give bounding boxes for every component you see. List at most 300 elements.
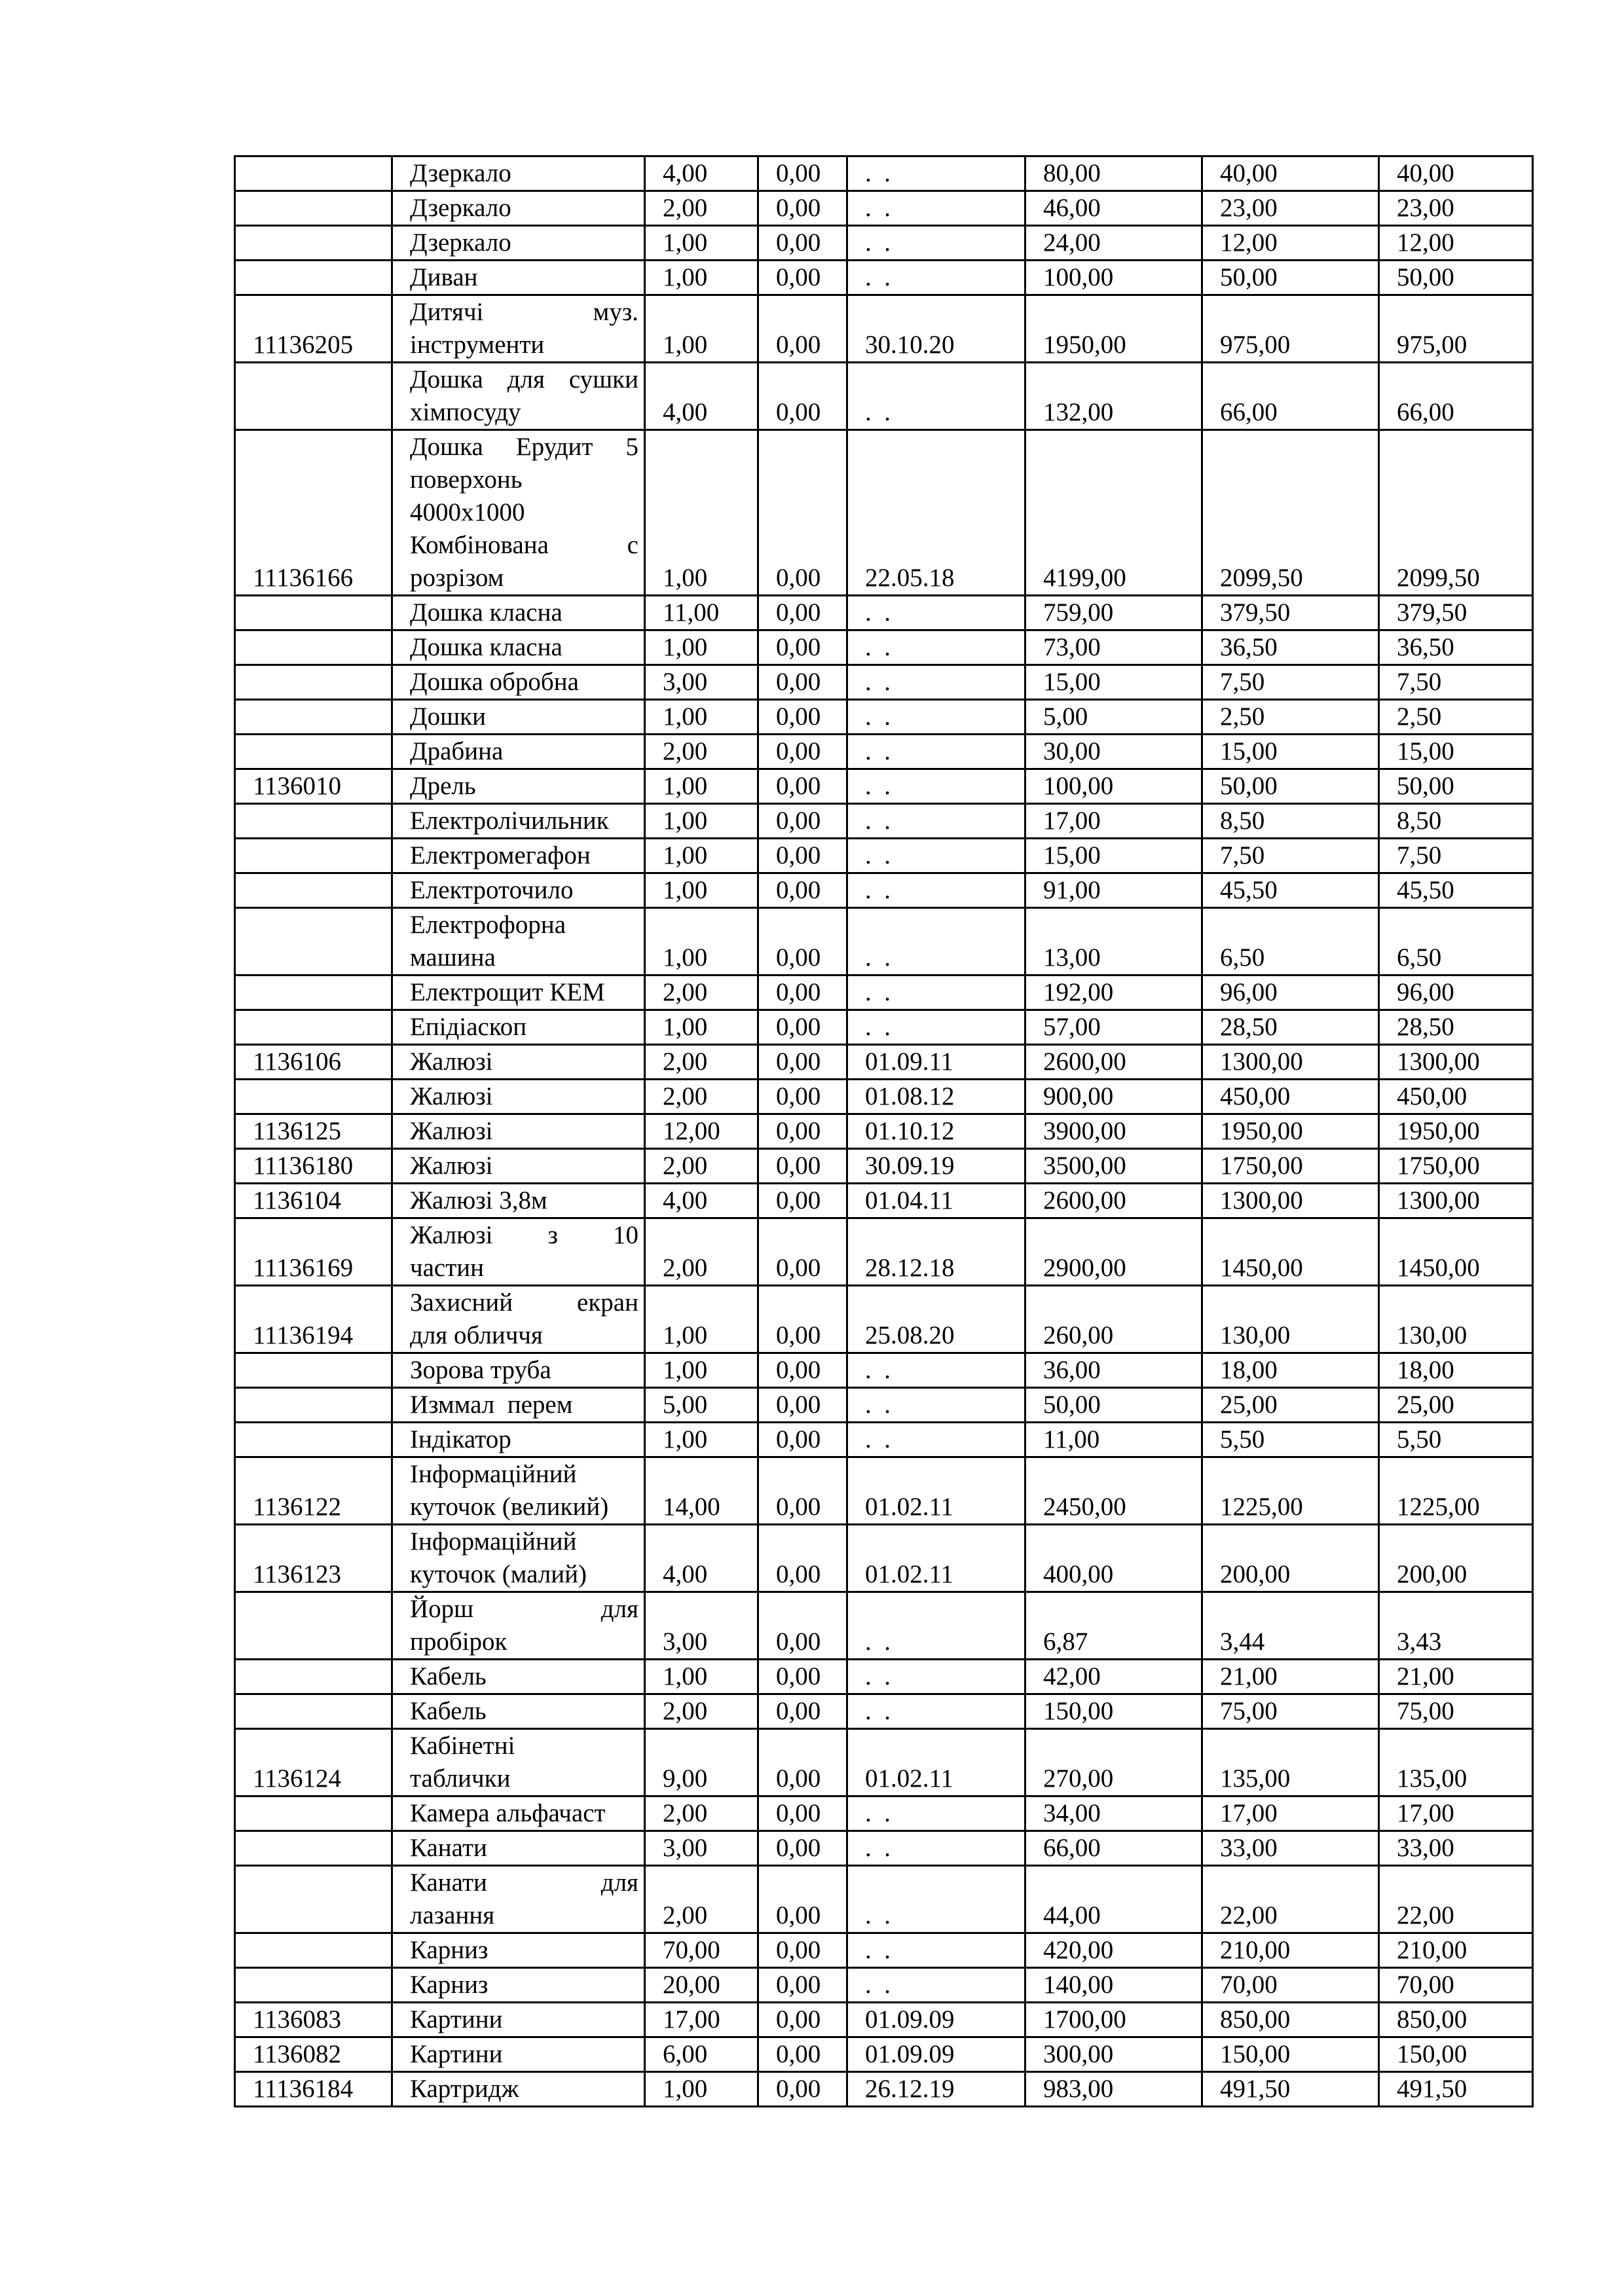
cell-id (235, 1388, 392, 1423)
name-line: Кабінетні (410, 1732, 515, 1760)
name-line: Жалюзі 3,8м (410, 1186, 547, 1214)
cell-zero: 0,00 (758, 1933, 847, 1968)
cell-zero: 0,00 (758, 191, 847, 226)
cell-qty: 11,00 (645, 596, 758, 630)
name-line: Картини (410, 2040, 503, 2068)
name-line: Індікатор (410, 1425, 511, 1453)
table-row (235, 261, 1533, 295)
cell-zero: 0,00 (758, 1149, 847, 1184)
cell-id (235, 700, 392, 735)
cell-total: 11,00 (1025, 1423, 1202, 1457)
cell-name (392, 769, 645, 804)
cell-half2: 18,00 (1379, 1353, 1533, 1388)
cell-half2: 3,43 (1379, 1592, 1533, 1660)
cell-half2: 15,00 (1379, 735, 1533, 769)
cell-zero: 0,00 (758, 1184, 847, 1218)
cell-total: 24,00 (1025, 226, 1202, 261)
cell-date: . . (847, 1968, 1025, 2003)
cell-total: 15,00 (1025, 839, 1202, 873)
cell-qty: 2,00 (645, 1694, 758, 1729)
cell-date: 30.10.20 (847, 295, 1025, 363)
cell-date: 30.09.19 (847, 1149, 1025, 1184)
cell-name (392, 908, 645, 975)
cell-date: . . (847, 1388, 1025, 1423)
cell-name (392, 1933, 645, 1968)
cell-qty: 1,00 (645, 1660, 758, 1694)
cell-zero: 0,00 (758, 1831, 847, 1866)
cell-name (392, 839, 645, 873)
cell-date: . . (847, 156, 1025, 191)
cell-qty: 3,00 (645, 665, 758, 700)
name-line: Драбина (410, 737, 504, 765)
table-row (235, 363, 1533, 430)
cell-half1: 45,50 (1202, 873, 1379, 908)
cell-name (392, 261, 645, 295)
cell-qty: 12,00 (645, 1114, 758, 1149)
cell-total: 192,00 (1025, 975, 1202, 1010)
cell-name (392, 1592, 645, 1660)
cell-qty: 70,00 (645, 1933, 758, 1968)
cell-date: 01.09.11 (847, 1045, 1025, 1080)
cell-zero: 0,00 (758, 1866, 847, 1933)
name-line: Дрель (410, 772, 476, 800)
cell-date: . . (847, 1423, 1025, 1457)
name-line: Дзеркало (410, 228, 511, 257)
cell-half2: 23,00 (1379, 191, 1533, 226)
name-line: Дзеркало (410, 159, 511, 187)
cell-half1: 96,00 (1202, 975, 1379, 1010)
cell-total: 2600,00 (1025, 1184, 1202, 1218)
cell-date: 01.09.09 (847, 2037, 1025, 2072)
cell-half2: 66,00 (1379, 363, 1533, 430)
cell-half2: 1300,00 (1379, 1045, 1533, 1080)
cell-date: . . (847, 804, 1025, 839)
cell-total: 34,00 (1025, 1796, 1202, 1831)
cell-id (235, 1831, 392, 1866)
cell-total: 66,00 (1025, 1831, 1202, 1866)
cell-total: 4199,00 (1025, 430, 1202, 596)
cell-qty: 1,00 (645, 839, 758, 873)
cell-qty: 2,00 (645, 1045, 758, 1080)
cell-name (392, 1114, 645, 1149)
cell-name (392, 1353, 645, 1388)
cell-date: . . (847, 1831, 1025, 1866)
name-line: Жалюзі (410, 1048, 493, 1076)
name-line: пробірок (410, 1628, 507, 1656)
cell-date: 22.05.18 (847, 430, 1025, 596)
name-line: Карниз (410, 1936, 489, 1964)
cell-half1: 5,50 (1202, 1423, 1379, 1457)
cell-name (392, 630, 645, 665)
name-line: частин (410, 1254, 485, 1282)
cell-half2: 1300,00 (1379, 1184, 1533, 1218)
cell-qty: 1,00 (645, 630, 758, 665)
cell-id (235, 735, 392, 769)
name-line: Дошка класна (410, 633, 563, 661)
cell-zero: 0,00 (758, 363, 847, 430)
cell-zero: 0,00 (758, 1286, 847, 1353)
cell-half1: 33,00 (1202, 1831, 1379, 1866)
cell-date: . . (847, 975, 1025, 1010)
cell-zero: 0,00 (758, 769, 847, 804)
cell-name (392, 1080, 645, 1114)
name-line: Жалюзі (410, 1082, 493, 1110)
cell-qty: 2,00 (645, 1866, 758, 1933)
cell-zero: 0,00 (758, 295, 847, 363)
name-line: Інформаційний (410, 1527, 577, 1556)
name-line: Канати для (410, 1868, 638, 1897)
table-row (235, 839, 1533, 873)
cell-name (392, 735, 645, 769)
cell-id: 11136184 (235, 2072, 392, 2107)
cell-date: . . (847, 630, 1025, 665)
cell-half2: 70,00 (1379, 1968, 1533, 2003)
cell-zero: 0,00 (758, 1592, 847, 1660)
cell-name (392, 1184, 645, 1218)
cell-total: 400,00 (1025, 1525, 1202, 1592)
cell-name (392, 1796, 645, 1831)
cell-half1: 36,50 (1202, 630, 1379, 665)
table-row (235, 1866, 1533, 1933)
cell-half1: 25,00 (1202, 1388, 1379, 1423)
table-row (235, 1796, 1533, 1831)
cell-half1: 28,50 (1202, 1010, 1379, 1045)
cell-date: 01.02.11 (847, 1525, 1025, 1592)
cell-half1: 22,00 (1202, 1866, 1379, 1933)
table-row (235, 1045, 1533, 1080)
cell-name (392, 430, 645, 596)
cell-name (392, 2003, 645, 2037)
cell-qty: 1,00 (645, 226, 758, 261)
cell-date: . . (847, 191, 1025, 226)
cell-half2: 28,50 (1379, 1010, 1533, 1045)
cell-zero: 0,00 (758, 630, 847, 665)
cell-id: 1136083 (235, 2003, 392, 2037)
name-line: Дитячі муз. (410, 298, 638, 326)
cell-id (235, 1080, 392, 1114)
cell-zero: 0,00 (758, 430, 847, 596)
cell-total: 420,00 (1025, 1933, 1202, 1968)
cell-id (235, 1353, 392, 1388)
cell-name (392, 665, 645, 700)
cell-total: 3500,00 (1025, 1149, 1202, 1184)
cell-zero: 0,00 (758, 2003, 847, 2037)
cell-name (392, 700, 645, 735)
table-row (235, 2003, 1533, 2037)
name-line: Електрофорна (410, 911, 566, 939)
cell-date: 01.08.12 (847, 1080, 1025, 1114)
cell-name (392, 1423, 645, 1457)
cell-zero: 0,00 (758, 804, 847, 839)
name-line: машина (410, 943, 496, 972)
cell-total: 42,00 (1025, 1660, 1202, 1694)
cell-total: 132,00 (1025, 363, 1202, 430)
cell-zero: 0,00 (758, 1968, 847, 2003)
cell-name (392, 1968, 645, 2003)
table-row (235, 1729, 1533, 1796)
cell-zero: 0,00 (758, 261, 847, 295)
cell-name (392, 1866, 645, 1933)
cell-date: . . (847, 700, 1025, 735)
cell-id (235, 873, 392, 908)
cell-name (392, 156, 645, 191)
cell-qty: 1,00 (645, 1010, 758, 1045)
table-row (235, 735, 1533, 769)
cell-total: 759,00 (1025, 596, 1202, 630)
cell-date: 01.04.11 (847, 1184, 1025, 1218)
table-row (235, 1660, 1533, 1694)
table-row (235, 1286, 1533, 1353)
cell-total: 57,00 (1025, 1010, 1202, 1045)
name-line: Захисний екран (410, 1288, 638, 1317)
name-line: Дошка класна (410, 598, 563, 627)
cell-id (235, 1968, 392, 2003)
cell-half1: 210,00 (1202, 1933, 1379, 1968)
cell-half1: 135,00 (1202, 1729, 1379, 1796)
cell-total: 900,00 (1025, 1080, 1202, 1114)
cell-id (235, 630, 392, 665)
name-line: Жалюзі з 10 (410, 1221, 638, 1249)
cell-id (235, 1660, 392, 1694)
table-row (235, 295, 1533, 363)
cell-half1: 2099,50 (1202, 430, 1379, 596)
cell-half1: 8,50 (1202, 804, 1379, 839)
cell-date: . . (847, 1866, 1025, 1933)
table-row (235, 430, 1533, 596)
name-line: Камера альфачаст (410, 1799, 606, 1827)
table-row (235, 630, 1533, 665)
cell-name (392, 1286, 645, 1353)
cell-zero: 0,00 (758, 1525, 847, 1592)
table-row (235, 1423, 1533, 1457)
cell-name (392, 1218, 645, 1286)
cell-half1: 50,00 (1202, 261, 1379, 295)
cell-half2: 975,00 (1379, 295, 1533, 363)
cell-half1: 7,50 (1202, 839, 1379, 873)
cell-id (235, 1010, 392, 1045)
cell-half1: 1950,00 (1202, 1114, 1379, 1149)
cell-half1: 150,00 (1202, 2037, 1379, 2072)
cell-id: 11136205 (235, 295, 392, 363)
cell-name (392, 1660, 645, 1694)
cell-half1: 379,50 (1202, 596, 1379, 630)
cell-qty: 1,00 (645, 1423, 758, 1457)
cell-half2: 12,00 (1379, 226, 1533, 261)
cell-qty: 4,00 (645, 156, 758, 191)
name-line: Канати (410, 1834, 487, 1862)
cell-total: 300,00 (1025, 2037, 1202, 2072)
table-row (235, 1184, 1533, 1218)
cell-half1: 66,00 (1202, 363, 1379, 430)
cell-total: 5,00 (1025, 700, 1202, 735)
cell-qty: 2,00 (645, 1218, 758, 1286)
cell-id: 11136169 (235, 1218, 392, 1286)
cell-half1: 2,50 (1202, 700, 1379, 735)
cell-half1: 1750,00 (1202, 1149, 1379, 1184)
cell-qty: 20,00 (645, 1968, 758, 2003)
cell-qty: 1,00 (645, 700, 758, 735)
cell-id (235, 804, 392, 839)
cell-half1: 1300,00 (1202, 1045, 1379, 1080)
cell-total: 44,00 (1025, 1866, 1202, 1933)
name-line: Епідіаскоп (410, 1013, 527, 1041)
cell-id: 1136122 (235, 1457, 392, 1525)
cell-total: 80,00 (1025, 156, 1202, 191)
cell-id (235, 908, 392, 975)
cell-id: 1136125 (235, 1114, 392, 1149)
cell-half1: 50,00 (1202, 769, 1379, 804)
cell-half2: 130,00 (1379, 1286, 1533, 1353)
cell-qty: 3,00 (645, 1592, 758, 1660)
cell-date: . . (847, 1694, 1025, 1729)
cell-total: 2600,00 (1025, 1045, 1202, 1080)
table-row (235, 1218, 1533, 1286)
cell-zero: 0,00 (758, 156, 847, 191)
cell-date: 28.12.18 (847, 1218, 1025, 1286)
cell-name (392, 1045, 645, 1080)
table-row (235, 1353, 1533, 1388)
cell-name (392, 1388, 645, 1423)
cell-half2: 33,00 (1379, 1831, 1533, 1866)
cell-zero: 0,00 (758, 1660, 847, 1694)
table-row (235, 596, 1533, 630)
cell-qty: 1,00 (645, 908, 758, 975)
cell-half2: 96,00 (1379, 975, 1533, 1010)
table-row (235, 2037, 1533, 2072)
cell-id (235, 191, 392, 226)
cell-half1: 200,00 (1202, 1525, 1379, 1592)
cell-half2: 75,00 (1379, 1694, 1533, 1729)
table-row (235, 1694, 1533, 1729)
cell-date: . . (847, 873, 1025, 908)
cell-name (392, 226, 645, 261)
cell-id (235, 363, 392, 430)
cell-half1: 12,00 (1202, 226, 1379, 261)
cell-half1: 15,00 (1202, 735, 1379, 769)
cell-id (235, 261, 392, 295)
cell-id: 1136123 (235, 1525, 392, 1592)
name-line: Дошка для сушки (410, 365, 638, 393)
cell-id (235, 975, 392, 1010)
cell-half2: 7,50 (1379, 665, 1533, 700)
cell-zero: 0,00 (758, 1218, 847, 1286)
cell-name (392, 975, 645, 1010)
cell-id (235, 665, 392, 700)
name-line: Дошки (410, 702, 486, 731)
cell-total: 46,00 (1025, 191, 1202, 226)
name-line: Кабель (410, 1697, 487, 1725)
table-row (235, 665, 1533, 700)
cell-date: . . (847, 839, 1025, 873)
cell-name (392, 1729, 645, 1796)
cell-total: 1700,00 (1025, 2003, 1202, 2037)
cell-total: 983,00 (1025, 2072, 1202, 2107)
cell-qty: 2,00 (645, 1796, 758, 1831)
cell-id: 1136104 (235, 1184, 392, 1218)
cell-id (235, 156, 392, 191)
cell-date: . . (847, 226, 1025, 261)
name-line: Йорш для (410, 1595, 638, 1623)
cell-name (392, 363, 645, 430)
inventory-table (234, 155, 1534, 2107)
table-row (235, 156, 1533, 191)
table-row (235, 1080, 1533, 1114)
cell-date: . . (847, 735, 1025, 769)
cell-qty: 17,00 (645, 2003, 758, 2037)
cell-zero: 0,00 (758, 873, 847, 908)
name-line: Кабель (410, 1662, 487, 1690)
table-row (235, 1388, 1533, 1423)
cell-date: . . (847, 363, 1025, 430)
cell-qty: 1,00 (645, 769, 758, 804)
cell-qty: 2,00 (645, 1149, 758, 1184)
cell-half2: 50,00 (1379, 769, 1533, 804)
cell-qty: 1,00 (645, 804, 758, 839)
cell-half2: 1950,00 (1379, 1114, 1533, 1149)
cell-name (392, 1010, 645, 1045)
cell-qty: 1,00 (645, 1353, 758, 1388)
table-row (235, 1149, 1533, 1184)
cell-half2: 2,50 (1379, 700, 1533, 735)
cell-id: 1136124 (235, 1729, 392, 1796)
cell-half2: 379,50 (1379, 596, 1533, 630)
cell-total: 2450,00 (1025, 1457, 1202, 1525)
cell-zero: 0,00 (758, 2072, 847, 2107)
cell-id (235, 1933, 392, 1968)
table-row (235, 1114, 1533, 1149)
cell-total: 15,00 (1025, 665, 1202, 700)
cell-qty: 4,00 (645, 1184, 758, 1218)
name-line: таблички (410, 1764, 511, 1793)
table-row (235, 1010, 1533, 1045)
cell-name (392, 1457, 645, 1525)
cell-qty: 14,00 (645, 1457, 758, 1525)
name-line: Електролічильник (410, 807, 609, 835)
name-line: куточок (малий) (410, 1560, 587, 1588)
cell-zero: 0,00 (758, 908, 847, 975)
cell-date: . . (847, 1660, 1025, 1694)
cell-half1: 75,00 (1202, 1694, 1379, 1729)
cell-qty: 2,00 (645, 975, 758, 1010)
cell-name (392, 1694, 645, 1729)
cell-zero: 0,00 (758, 665, 847, 700)
cell-id (235, 226, 392, 261)
cell-half2: 7,50 (1379, 839, 1533, 873)
cell-qty: 2,00 (645, 1080, 758, 1114)
cell-name (392, 2037, 645, 2072)
table-row (235, 804, 1533, 839)
cell-half1: 70,00 (1202, 1968, 1379, 2003)
cell-zero: 0,00 (758, 1729, 847, 1796)
cell-id (235, 839, 392, 873)
cell-total: 30,00 (1025, 735, 1202, 769)
cell-qty: 1,00 (645, 873, 758, 908)
cell-half2: 8,50 (1379, 804, 1533, 839)
cell-id: 11136166 (235, 430, 392, 596)
table-row (235, 769, 1533, 804)
cell-total: 150,00 (1025, 1694, 1202, 1729)
cell-total: 50,00 (1025, 1388, 1202, 1423)
name-line: Електрощит КЕМ (410, 978, 605, 1006)
name-line: Дошка Ерудит 5 (410, 433, 638, 461)
cell-name (392, 1149, 645, 1184)
cell-half2: 135,00 (1379, 1729, 1533, 1796)
name-line: Картридж (410, 2075, 519, 2103)
cell-half2: 5,50 (1379, 1423, 1533, 1457)
cell-qty: 9,00 (645, 1729, 758, 1796)
cell-date: 01.10.12 (847, 1114, 1025, 1149)
cell-name (392, 1525, 645, 1592)
